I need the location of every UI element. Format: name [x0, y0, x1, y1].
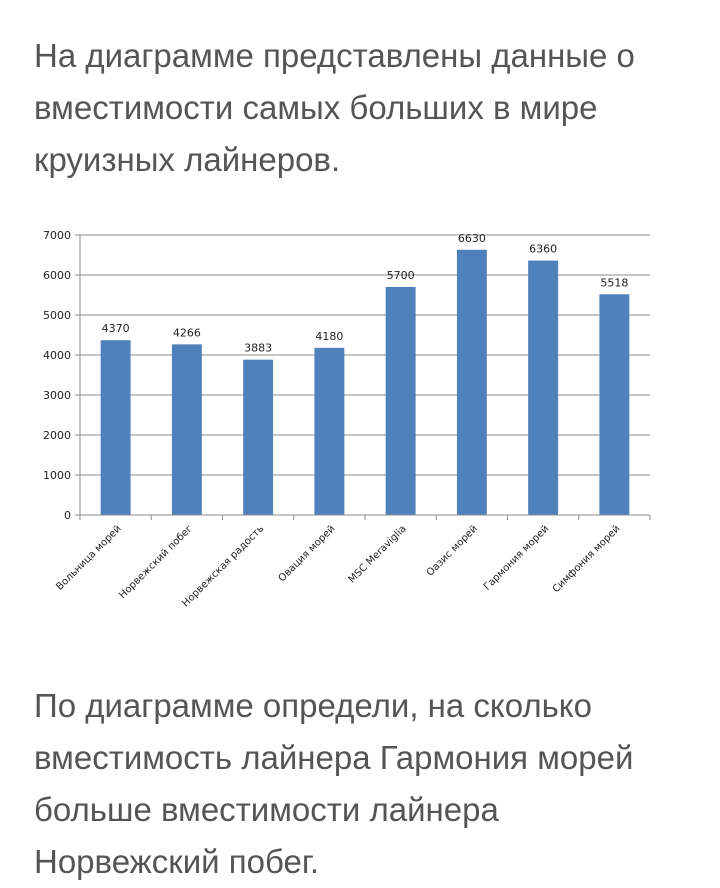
data-label: 5518	[600, 276, 629, 290]
bar	[243, 360, 273, 515]
category-label: Норвежская радость	[180, 523, 267, 610]
capacity-bar-chart	[20, 215, 670, 635]
question-text: По диаграмме определи, на сколько вместимость лайнера Гармония морей больше вместимости лайнера Норвежский побег.	[34, 687, 634, 880]
category-label: Гармония морей	[481, 523, 552, 593]
y-tick-label: 7000	[43, 229, 71, 242]
intro-text: На диаграмме представлены данные о вместимости самых больших в мире круизных лайнеров.	[34, 37, 635, 178]
bar	[101, 340, 131, 515]
bar	[386, 287, 416, 515]
bar	[457, 250, 487, 515]
y-tick-label: 2000	[43, 429, 71, 442]
gridlines	[80, 235, 650, 515]
y-tick-label: 1000	[43, 469, 71, 482]
data-label: 4180	[315, 329, 344, 343]
y-tick-label: 3000	[43, 389, 71, 402]
data-label: 4266	[172, 326, 201, 340]
category-labels	[54, 523, 622, 609]
y-axis-ticks	[43, 229, 80, 522]
data-label: 5700	[386, 269, 415, 282]
y-tick-label: 6000	[43, 269, 71, 282]
data-label: 6360	[529, 242, 558, 256]
y-tick-label: 5000	[43, 309, 71, 322]
bar	[314, 348, 344, 515]
x-axis	[80, 235, 650, 520]
bar	[528, 261, 558, 515]
category-label: Симфония морей	[550, 523, 623, 596]
category-label: Вольница морей	[54, 523, 124, 593]
category-label: MSC Meraviglia	[346, 523, 409, 586]
bar	[172, 344, 202, 515]
category-label: Оазис морей	[424, 523, 480, 579]
bar	[599, 294, 629, 515]
data-label: 3883	[244, 341, 273, 355]
data-label: 4370	[101, 322, 130, 336]
y-tick-label: 0	[64, 509, 71, 522]
data-label: 6630	[457, 231, 486, 245]
category-label: Норвежский побег	[117, 523, 195, 602]
category-label: Овация морей	[276, 523, 338, 585]
y-tick-label: 4000	[43, 349, 71, 362]
